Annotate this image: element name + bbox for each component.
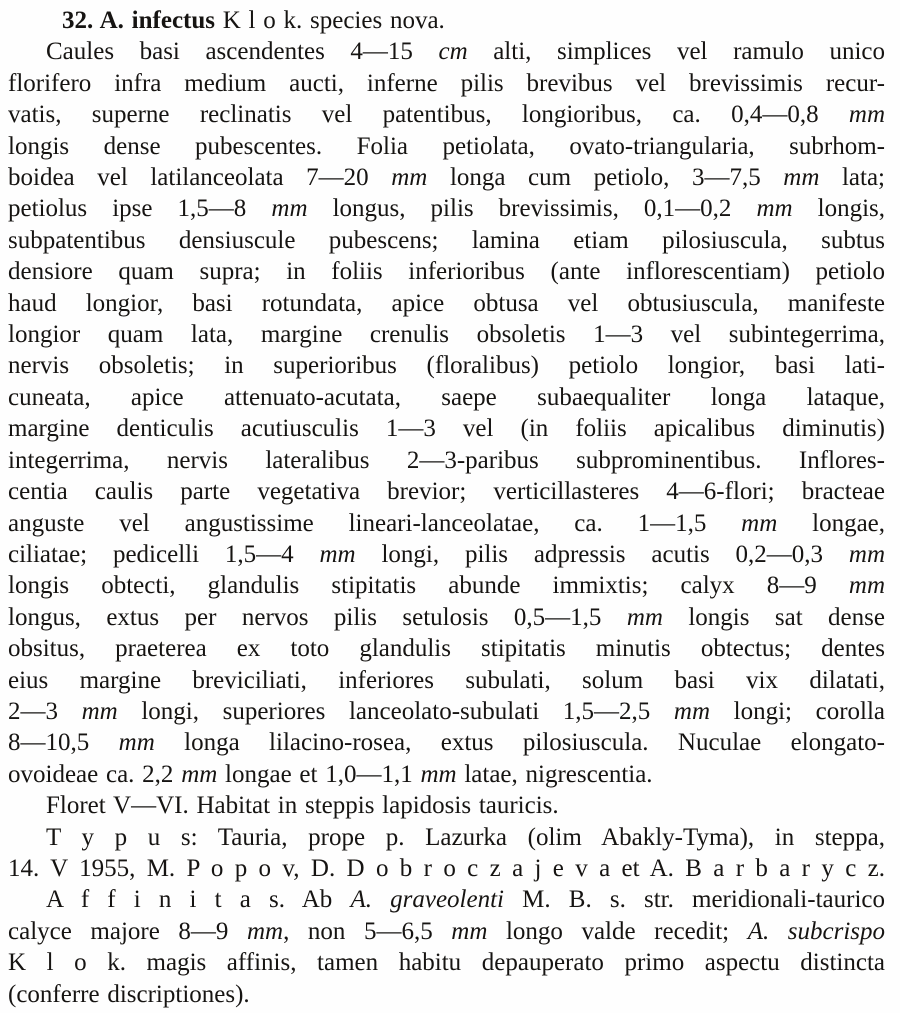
- description-paragraph: [8, 36, 885, 790]
- italic-run: mm: [626, 603, 663, 631]
- text-line: [8, 288, 885, 319]
- text-run: eius margine breviciliati, inferiores subulati, solum basi vix dilatati,: [8, 666, 885, 694]
- text-line: [8, 193, 885, 224]
- text-run: M. B. s. str. meridionali-taurico: [503, 886, 885, 914]
- text-run: longi, superiores lanceolato-subulati 1,5—2,5: [117, 697, 674, 725]
- italic-run: A. graveolenti: [350, 886, 504, 914]
- text-run: , non 5—6,5: [283, 917, 452, 945]
- italic-run: mm: [271, 195, 308, 223]
- italic-run: A. subcrispo: [747, 917, 886, 945]
- text-run: longis sat dense: [662, 603, 885, 631]
- text-line: [8, 665, 885, 696]
- text-run: Caules basi ascendentes 4—15: [46, 38, 439, 66]
- text-line: [8, 99, 885, 130]
- text-run: (conferre discriptiones).: [8, 980, 250, 1008]
- text-run: 14. V 1955, M. P o p o v, D. D o b r o c z a j e v a et A. B a r b a r y c z.: [8, 854, 885, 882]
- text-run: longae et 1,0—1,1: [217, 760, 421, 788]
- italic-run: mm: [848, 101, 885, 129]
- text-line: [8, 131, 885, 162]
- text-run: longis dense pubescentes. Folia petiolata, ovato-triangularia, subrhom-: [8, 132, 885, 160]
- italic-run: mm: [756, 195, 793, 223]
- text-line: [8, 256, 885, 287]
- text-line: [8, 508, 885, 539]
- text-line: [8, 822, 885, 853]
- text-run: latae, nigrescentia.: [456, 760, 653, 788]
- italic-run: mm: [420, 760, 457, 788]
- text-line: [8, 790, 885, 821]
- text-run: calyce majore 8—9: [8, 917, 247, 945]
- typus-paragraph: [8, 822, 885, 885]
- text-line: [8, 602, 885, 633]
- text-line: [8, 947, 885, 978]
- text-line: [8, 350, 885, 381]
- text-line: [8, 853, 885, 884]
- text-run: A f f i n i t a s. Ab: [46, 886, 351, 914]
- text-line: [8, 382, 885, 413]
- text-line: [8, 162, 885, 193]
- text-run: Floret V—VI. Habitat in steppis lapidosis tauricis.: [46, 792, 559, 820]
- species-heading: [8, 5, 885, 36]
- text-run: densiore quam supra; in foliis inferioribus (ante inflorescentiam) petiolo: [8, 258, 885, 286]
- text-run: lata;: [819, 164, 885, 192]
- text-run: vatis, superne reclinatis vel patentibus, longioribus, ca. 0,4—0,8: [8, 101, 849, 129]
- italic-run: mm: [783, 164, 820, 192]
- italic-run: mm: [319, 540, 356, 568]
- text-run: alti, simplices vel ramulo unico: [467, 38, 886, 66]
- text-run: longo valde recedit;: [487, 917, 748, 945]
- text-run: margine denticulis acutiusculis 1—3 vel (in foliis apicalibus diminutis): [8, 415, 885, 443]
- italic-run: mm: [181, 760, 218, 788]
- text-line: [8, 476, 885, 507]
- text-run: longae,: [777, 509, 886, 537]
- italic-run: mm: [848, 540, 886, 568]
- text-line: [8, 916, 885, 947]
- text-run: florifero infra medium aucti, inferne pilis brevibus vel brevissimis recur-: [8, 69, 885, 97]
- italic-run: mm: [848, 572, 885, 600]
- italic-run: cm: [438, 38, 468, 66]
- italic-run: mm: [451, 917, 488, 945]
- text-run: longis obtecti, glandulis stipitatis abunde immixtis; calyx 8—9: [8, 572, 849, 600]
- text-run: K l o k. magis affinis, tamen habitu depauperato primo aspectu distincta: [8, 949, 885, 977]
- text-line: [8, 319, 885, 350]
- text-run: subpatentibus densiuscule pubescens; lamina etiam pilosiuscula, subtus: [8, 226, 885, 254]
- text-line: [8, 225, 885, 256]
- text-run: haud longior, basi rotundata, apice obtusa vel obtusiuscula, manifeste: [8, 289, 885, 317]
- text-run: 2—3: [8, 697, 82, 725]
- text-run: longa lilacino-rosea, extus pilosiuscula. Nuculae elongato-: [154, 729, 886, 757]
- text-run: longa cum petiolo, 3—7,5: [427, 164, 784, 192]
- italic-run: mm: [246, 917, 284, 945]
- text-run: obsitus, praeterea ex toto glandulis stipitatis minutis obtectus; dentes: [8, 635, 885, 663]
- italic-run: mm: [673, 697, 711, 725]
- text-line: [8, 445, 885, 476]
- text-run: T y p u s: Tauria, prope p. Lazurka (olim Abakly-Tyma), in steppa,: [46, 823, 885, 851]
- text-run: anguste vel angustissime lineari-lanceolatae, ca. 1—1,5: [8, 509, 742, 537]
- text-run: longior quam lata, margine crenulis obsoletis 1—3 vel subintegerrima,: [8, 321, 885, 349]
- phenology-paragraph: [8, 790, 885, 821]
- text-run: cuneata, apice attenuato-acutata, saepe subaequaliter longa lataque,: [8, 383, 885, 411]
- bold-run: 32. A. infectus: [62, 7, 223, 34]
- italic-run: mm: [741, 509, 778, 537]
- text-line: [8, 413, 885, 444]
- italic-run: mm: [118, 729, 155, 757]
- text-run: nervis obsoletis; in superioribus (floralibus) petiolo longior, basi lati-: [8, 352, 885, 380]
- text-run: longus, extus per nervos pilis setulosis 0,5—1,5: [8, 603, 627, 631]
- text-line: [8, 727, 885, 758]
- text-run: K l o k. species nova.: [222, 7, 445, 34]
- text-line: [8, 68, 885, 99]
- text-line: [8, 633, 885, 664]
- text-line: [8, 5, 885, 36]
- text-run: centia caulis parte vegetativa brevior; verticillasteres 4—6-flori; bracteae: [8, 478, 885, 506]
- text-line: [8, 539, 885, 570]
- italic-run: mm: [391, 164, 428, 192]
- italic-run: mm: [81, 697, 118, 725]
- text-block: [8, 5, 885, 1010]
- text-line: [8, 979, 885, 1010]
- text-run: 8—10,5: [8, 729, 119, 757]
- text-run: longi; corolla: [710, 697, 886, 725]
- text-run: ovoideae ca. 2,2: [8, 760, 182, 788]
- affinitas-paragraph: [8, 884, 885, 1010]
- text-run: boidea vel latilanceolata 7—20: [8, 164, 392, 192]
- text-line: [8, 570, 885, 601]
- text-line: [8, 696, 885, 727]
- text-line: [8, 884, 885, 915]
- text-run: longi, pilis adpressis acutis 0,2—0,3: [355, 540, 849, 568]
- text-line: [8, 759, 885, 790]
- text-run: petiolus ipse 1,5—8: [8, 195, 272, 223]
- text-run: ciliatae; pedicelli 1,5—4: [8, 540, 320, 568]
- text-run: integerrima, nervis lateralibus 2—3-paribus subprominentibus. Inflores-: [8, 446, 885, 474]
- text-line: [8, 36, 885, 67]
- text-run: longus, pilis brevissimis, 0,1—0,2: [307, 195, 757, 223]
- text-run: longis,: [792, 195, 886, 223]
